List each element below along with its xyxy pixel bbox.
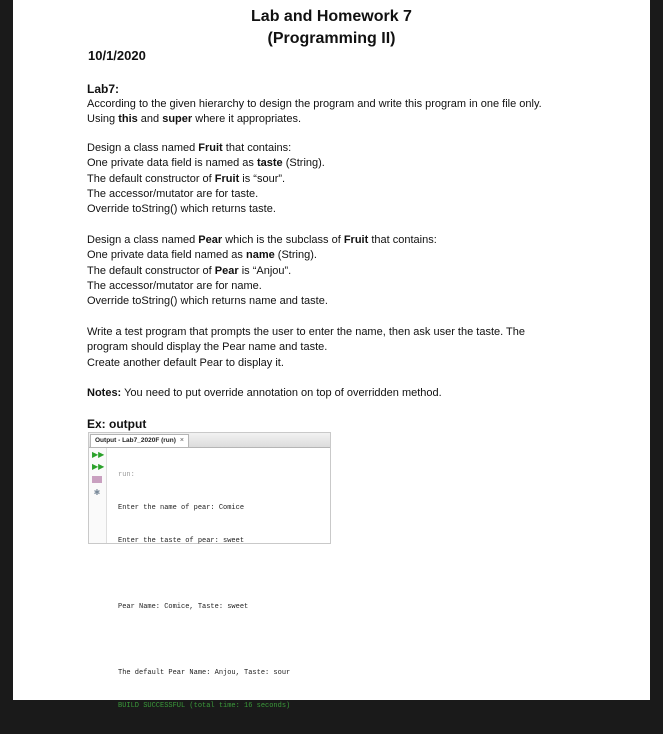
- fruit-line-5: Override toString() which returns taste.: [87, 203, 276, 216]
- fruit-line-4: The accessor/mutator are for taste.: [87, 187, 259, 200]
- output-toolbar: [89, 448, 107, 543]
- rerun-icon[interactable]: ▶▶: [92, 462, 105, 471]
- page-subtitle: (Programming II): [267, 30, 396, 47]
- fruit-line-1: Design a class named Fruit that contains:: [87, 142, 292, 154]
- document-page: [13, 0, 650, 710]
- pear-line-4: The accessor/mutator are for name.: [87, 279, 262, 292]
- intro-paragraph: [87, 97, 607, 128]
- fruit-requirements: [87, 141, 607, 217]
- pear-line-5: Override toString() which returns name and taste.: [87, 295, 328, 308]
- test-line-2: program should display the Pear name and taste.: [87, 341, 328, 354]
- test-line-1: Write a test program that prompts the user to enter the name, then ask user the taste. The: [87, 326, 525, 338]
- output-tab-bar: [89, 433, 330, 448]
- fruit-line-3: The default constructor of Fruit is “sour”.: [87, 172, 286, 185]
- notes: [87, 386, 607, 401]
- fruit-line-2: One private data field is named as taste (String).: [87, 157, 325, 170]
- output-tab[interactable]: [90, 434, 189, 447]
- run-icon[interactable]: ▶▶: [92, 450, 105, 459]
- notes-text: You need to put override annotation on top of overridden method.: [121, 387, 442, 399]
- console-line: BUILD SUCCESSFUL (total time: 16 seconds): [118, 702, 291, 710]
- stop-icon[interactable]: [92, 476, 102, 483]
- output-panel: [88, 432, 331, 710]
- output-tab-label: Output - Lab7_2020F (run): [95, 437, 176, 444]
- console-line: Pear Name: Comice, Taste: sweet: [118, 603, 249, 611]
- pear-requirements: [87, 233, 607, 309]
- example-heading: Ex: output: [87, 417, 147, 431]
- notes-label: Notes:: [87, 387, 122, 399]
- console-line: run:: [118, 471, 135, 479]
- date: 10/1/2020: [88, 48, 146, 63]
- console-line: Enter the taste of pear: sweet: [118, 537, 245, 545]
- test-line-3: Create another default Pear to display it.: [87, 356, 284, 369]
- pear-line-2: One private data field named as name (String).: [87, 249, 317, 262]
- pear-line-1: Design a class named Pear which is the subclass of Fruit that contains:: [87, 234, 437, 246]
- close-icon[interactable]: ×: [179, 437, 184, 444]
- intro-line-1: According to the given hierarchy to design the program and write this program in one file only.: [87, 98, 542, 110]
- page-title: Lab and Homework 7: [251, 8, 412, 25]
- output-console: [118, 448, 328, 734]
- intro-line-2: Using this and super where it appropriates.: [87, 113, 302, 126]
- lab-heading: Lab7:: [87, 82, 120, 96]
- pear-line-3: The default constructor of Pear is “Anjou”.: [87, 264, 292, 277]
- test-program-paragraph: [87, 325, 607, 371]
- console-line: Enter the name of pear: Comice: [118, 504, 245, 512]
- console-line: The default Pear Name: Anjou, Taste: sour: [118, 669, 291, 677]
- settings-icon[interactable]: ✱: [93, 488, 101, 497]
